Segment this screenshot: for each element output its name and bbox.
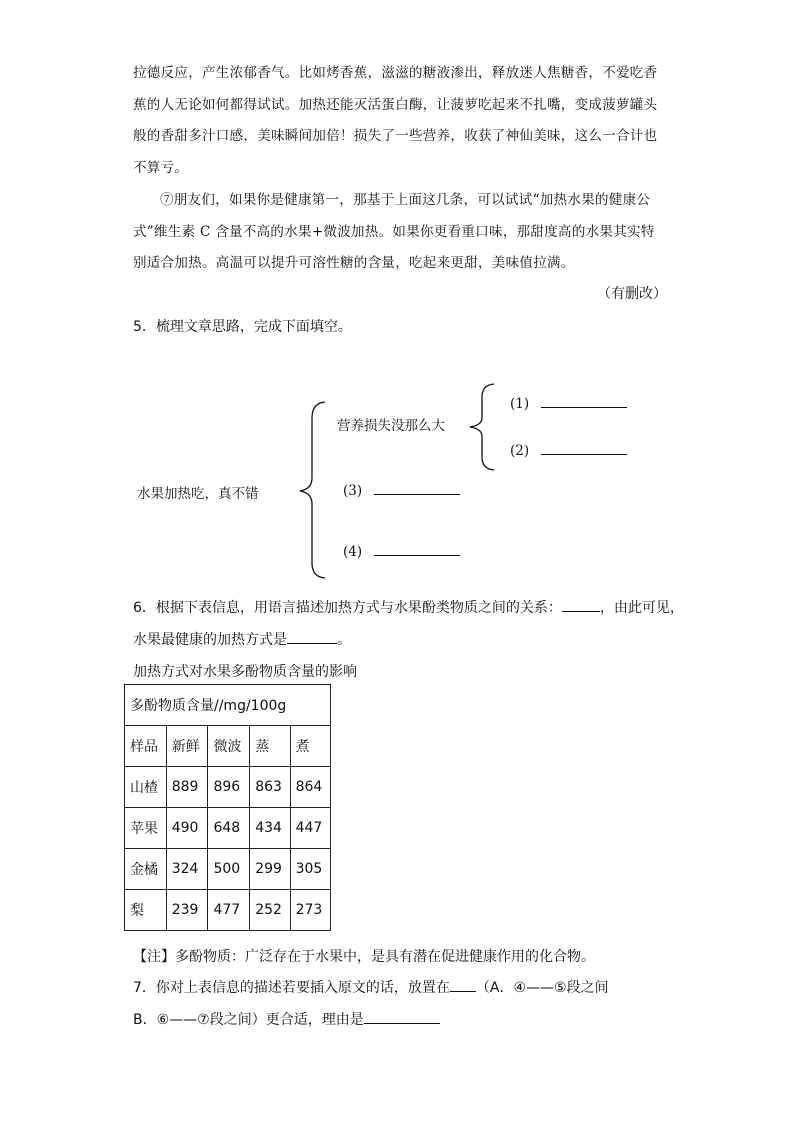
paragraph-line: 不算亏。: [133, 159, 189, 176]
paragraph-line: 蕉的人无论如何都得试试。加热还能灭活蛋白酶，让菠萝吃起来不扎嘴，变成菠萝罐头: [133, 96, 658, 113]
paragraph-line: 别适合加热。高温可以提升可溶性糖的含量，吃起来更甜，美味值拉满。: [133, 255, 575, 271]
blank-3: [343, 482, 460, 499]
blank-4: [343, 543, 460, 560]
question-5-prompt: 5．梳理文章思路，完成下面填空。: [133, 319, 352, 335]
source-note: （有删改）: [597, 286, 667, 302]
answer-blank-3[interactable]: [374, 482, 460, 495]
main-brace: [300, 402, 325, 578]
table-cell: 239: [166, 890, 208, 931]
table-caption: 加热方式对水果多酚物质含量的影响: [133, 664, 357, 680]
table-column-row: [125, 726, 331, 767]
question-6-line-1: [133, 597, 684, 617]
blank-label: (4): [343, 544, 363, 560]
paragraph-line: 拉德反应，产生浓郁香气。比如烤香蕉，滋滋的糖液渗出，释放迷人焦糖香，不爱吃香: [133, 65, 658, 81]
table-cell: 447: [290, 808, 330, 849]
table-cell: 864: [290, 767, 330, 808]
table-cell: 863: [250, 767, 290, 808]
table-cell: 889: [166, 767, 208, 808]
table-cell: 896: [208, 767, 250, 808]
mindmap-root: 水果加热吃，真不错: [137, 486, 259, 502]
sub-brace: [470, 384, 494, 470]
table-header: 多酚物质含量//mg/100g: [125, 685, 331, 726]
blank-1: [510, 395, 627, 412]
answer-blank-1[interactable]: [541, 395, 627, 408]
table-row: [125, 767, 331, 808]
table-cell: 252: [250, 890, 290, 931]
question-7-text-tail: （A．④——⑤段之间: [475, 980, 609, 996]
table-cell: 273: [290, 890, 330, 931]
column-header: 新鲜: [166, 726, 208, 767]
table-cell: 299: [250, 849, 290, 890]
table-cell: 305: [290, 849, 330, 890]
question-6-text: 水果最健康的加热方式是: [133, 632, 287, 648]
answer-blank-7b[interactable]: [364, 1011, 440, 1024]
table-cell: 477: [208, 890, 250, 931]
table-cell: 金橘: [125, 849, 167, 890]
question-7-text: 7．你对上表信息的描述若要插入原文的话，放置在: [133, 980, 450, 996]
blank-2: [510, 442, 627, 459]
table-row: [125, 808, 331, 849]
mindmap-branch: 营养损失没那么大: [337, 418, 445, 434]
answer-blank-7a[interactable]: [450, 979, 476, 992]
table-cell: 648: [208, 808, 250, 849]
table-cell: 434: [250, 808, 290, 849]
blank-label: (2): [510, 443, 530, 459]
column-header: 蒸: [250, 726, 290, 767]
column-header: 样品: [125, 726, 167, 767]
answer-blank-6a[interactable]: [562, 599, 600, 612]
table-note: 【注】多酚物质：广泛存在于水果中，是具有潜在促进健康作用的化合物。: [133, 949, 595, 965]
blank-label: (3): [343, 483, 363, 499]
question-6-text: 6．根据下表信息，用语言描述加热方式与水果酚类物质之间的关系：: [133, 600, 562, 616]
paragraph-line: 式”维生素 C 含量不高的水果+微波加热。如果你更看重口味，那甜度高的水果其实特: [133, 223, 655, 240]
table-header-row: [125, 685, 331, 726]
question-6-line-2: [133, 629, 351, 649]
polyphenol-table: [124, 684, 331, 931]
table-cell: 山楂: [125, 767, 167, 808]
question-6-text-tail: ，由此可见，: [599, 600, 684, 616]
table-cell: 490: [166, 808, 208, 849]
answer-blank-6b[interactable]: [287, 631, 337, 644]
answer-blank-2[interactable]: [541, 442, 627, 455]
table-row: [125, 890, 331, 931]
question-7-line-1: [133, 977, 609, 997]
paragraph-line: ⑦朋友们，如果你是健康第一，那基于上面这几条，可以试试“加热水果的健康公: [160, 192, 651, 208]
paragraph-line: 般的香甜多汁口感，美味瞬间加倍！损失了一些营养，收获了神仙美味，这么一合计也: [133, 128, 658, 144]
column-header: 煮: [290, 726, 330, 767]
table-cell: 苹果: [125, 808, 167, 849]
table-cell: 500: [208, 849, 250, 890]
question-7-line-2: [133, 1009, 440, 1029]
question-7-text: B．⑥——⑦段之间）更合适，理由是: [133, 1012, 364, 1028]
blank-label: (1): [510, 396, 530, 412]
table-row: [125, 849, 331, 890]
table-cell: 324: [166, 849, 208, 890]
answer-blank-4[interactable]: [374, 543, 460, 556]
question-6-text-tail: 。: [337, 632, 351, 648]
column-header: 微波: [208, 726, 250, 767]
table-cell: 梨: [125, 890, 167, 931]
